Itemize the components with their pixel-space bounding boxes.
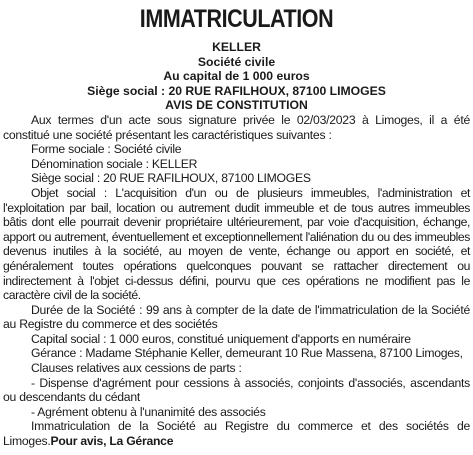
transfer-clause-approval: - Agrément obtenu à l'unanimité des associés	[31, 404, 266, 419]
notice-title: AVIS DE CONSTITUTION	[165, 98, 308, 113]
company-capital: Au capital de 1 000 euros	[163, 69, 310, 84]
company-head-office: Siège social : 20 RUE RAFILHOUX, 87100 LIMOGES	[87, 83, 386, 98]
company-type: Société civile	[197, 54, 276, 69]
company-name-line: Dénomination sociale : KELLER	[31, 156, 198, 171]
closing-paragraph	[3, 419, 470, 448]
purpose-paragraph: Objet social : L'acquisition d'un ou de plusieurs immeubles, l'administration et l'exploitation par bail, location ou autrement dudit immeuble et de tous autres immeubles bâtis dont elle pourrait devenir propriétaire ultérieurement, par voie d'acquisition, échange, apport ou autrement, éventuellement et exceptionnellement l'aliénation du ou des immeubles devenus inutiles à la société, au moyen de vente, échange ou apport en société, et généralement toutes opérations quelconques pouvant se rattacher directement ou indirectement à l'objet ci-dessus défini, pourvu que ces opérations ne modifient pas le caractère civil de la société.	[3, 185, 470, 303]
notice-body	[3, 113, 470, 449]
notice-header	[3, 40, 470, 113]
company-name: KELLER	[212, 40, 261, 54]
transfer-clause-exemption: - Dispense d'agrément pour cessions à associés, conjoints d'associés, ascendants ou descendants du cédant	[3, 375, 470, 405]
management-line: Gérance : Madame Stéphanie Keller, demeurant 10 Rue Massena, 87100 Limoges,	[31, 346, 463, 361]
legal-form-line: Forme sociale : Société civile	[31, 142, 182, 157]
registration-text: Immatriculation de la Société au Registre du commerce et des sociétés de Limoges.	[3, 419, 470, 449]
intro-paragraph: Aux termes d'un acte sous signature privée le 02/03/2023 à Limoges, il a été constitué une société présentant les caractéristiques suivantes :	[3, 112, 470, 142]
rubric-title: IMMATRICULATION	[139, 5, 334, 33]
signature: Pour avis, La Gérance	[50, 434, 174, 449]
share-capital-line: Capital social : 1 000 euros, constitué uniquement d'apports en numéraire	[31, 331, 411, 346]
head-office-line: Siège social : 20 RUE RAFILHOUX, 87100 LIMOGES	[31, 171, 311, 186]
transfer-clauses-heading: Clauses relatives aux cessions de parts :	[31, 361, 242, 376]
duration-paragraph: Durée de la Société : 99 ans à compter de la date de l'immatriculation de la Société au Registre du commerce et des sociétés	[3, 302, 470, 332]
